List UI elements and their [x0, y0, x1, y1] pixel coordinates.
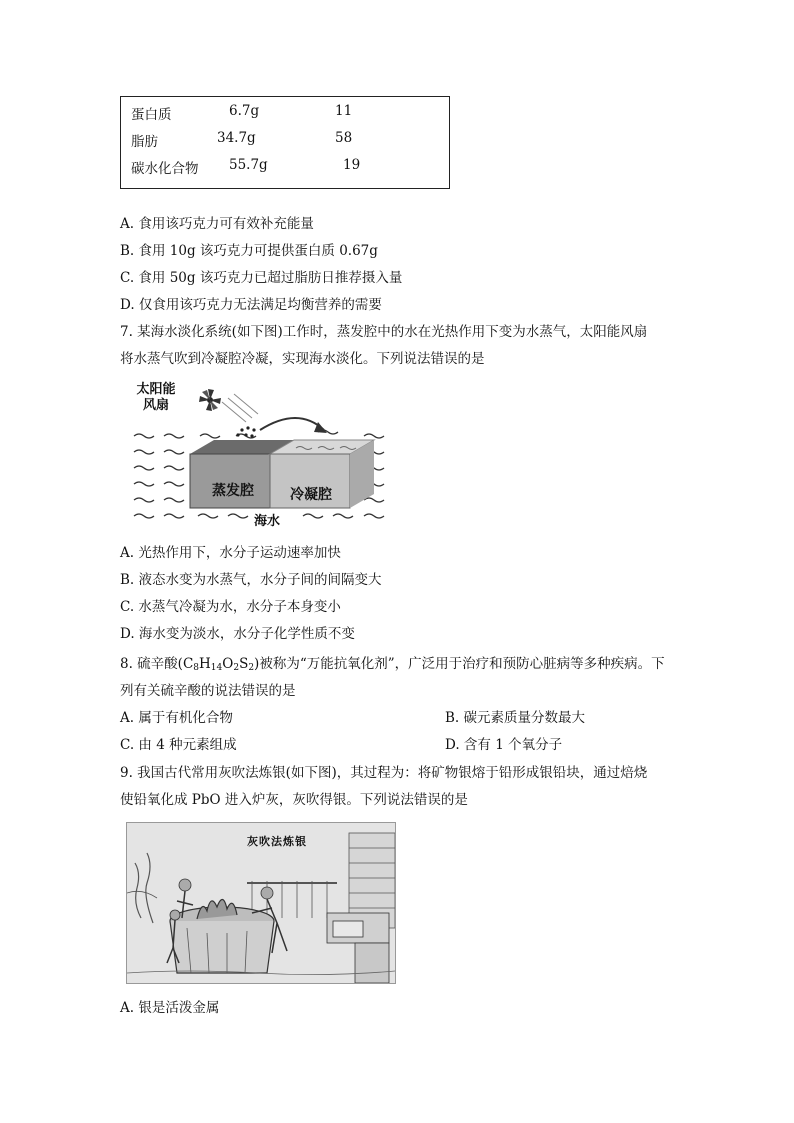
q6-option-a: A. 食用该巧克力可有效补充能量 — [120, 216, 314, 232]
table-row — [121, 130, 449, 152]
sea-label: 海水 — [254, 510, 280, 529]
q8-option-a: A. 属于有机化合物 — [120, 710, 233, 726]
nutrient-name: 蛋白质 — [131, 107, 172, 123]
q7-stem-line2: 将水蒸气吹到冷凝腔冷凝，实现海水淡化。下列说法错误的是 — [120, 351, 485, 367]
silver-refining-illustration — [126, 822, 396, 984]
table-row — [121, 103, 449, 125]
table-row — [121, 157, 449, 179]
q6-option-c: C. 食用 50g 该巧克力已超过脂肪日推荐摄入量 — [120, 270, 403, 286]
nutrient-percent: 58 — [335, 130, 353, 146]
q9-stem-line1: 9. 我国古代常用灰吹法炼银(如下图)，其过程为：将矿物银熔于铅形成银铅块，通过焙烧 — [120, 765, 648, 781]
q6-option-d: D. 仅食用该巧克力无法满足均衡营养的需要 — [120, 297, 382, 313]
q7-option-a: A. 光热作用下，水分子运动速率加快 — [120, 545, 341, 561]
q7-option-b: B. 液态水变为水蒸气，水分子间的间隔变大 — [120, 572, 382, 588]
fan-label-2: 风扇 — [142, 398, 169, 413]
vapor-dots — [236, 426, 255, 437]
nutrient-percent: 11 — [335, 103, 353, 119]
q7-option-d: D. 海水变为淡水，水分子化学性质不变 — [120, 626, 355, 642]
q9-option-a: A. 银是活泼金属 — [120, 1000, 220, 1016]
fan-label-1: 太阳能 — [136, 382, 176, 397]
nutrient-amount: 34.7g — [217, 130, 256, 146]
fan-icon — [199, 389, 221, 411]
arrow-icon — [260, 418, 324, 430]
figure-title: 灰吹法炼银 — [247, 835, 307, 848]
nutrient-amount: 55.7g — [229, 157, 268, 173]
nutrient-amount: 6.7g — [229, 103, 260, 119]
q8-option-c: C. 由 4 种元素组成 — [120, 737, 237, 753]
nutrient-name: 碳水化合物 — [131, 161, 199, 177]
q7-option-c: C. 水蒸气冷凝为水，水分子本身变小 — [120, 599, 341, 615]
nutrient-name: 脂肪 — [131, 134, 158, 150]
q9-stem-line2: 使铅氧化成 PbO 进入炉灰，灰吹得银。下列说法错误的是 — [120, 792, 468, 808]
light-rays — [222, 394, 258, 422]
cond-label: 冷凝腔 — [290, 487, 332, 503]
q8-stem-line2: 列有关硫辛酸的说法错误的是 — [120, 683, 296, 699]
q7-stem-line1: 7. 某海水淡化系统(如下图)工作时，蒸发腔中的水在光热作用下变为水蒸气，太阳能风扇 — [120, 324, 648, 340]
desalination-figure — [128, 378, 398, 528]
nutrition-table — [120, 96, 450, 189]
q8-option-b: B. 碳元素质量分数最大 — [445, 710, 586, 726]
q8-stem-line1: 8. 硫辛酸$(C_8H_{14}O_2S_2)$被称为“万能抗氧化剂”，广泛用于治疗和预防心脏病等多种疾病。下 — [120, 656, 665, 673]
q6-option-b: B. 食用 10g 该巧克力可提供蛋白质 0.67g — [120, 243, 378, 259]
nutrient-percent: 19 — [343, 157, 361, 173]
q8-option-d: D. 含有 1 个氧分子 — [445, 737, 563, 753]
evap-label: 蒸发腔 — [212, 483, 254, 499]
